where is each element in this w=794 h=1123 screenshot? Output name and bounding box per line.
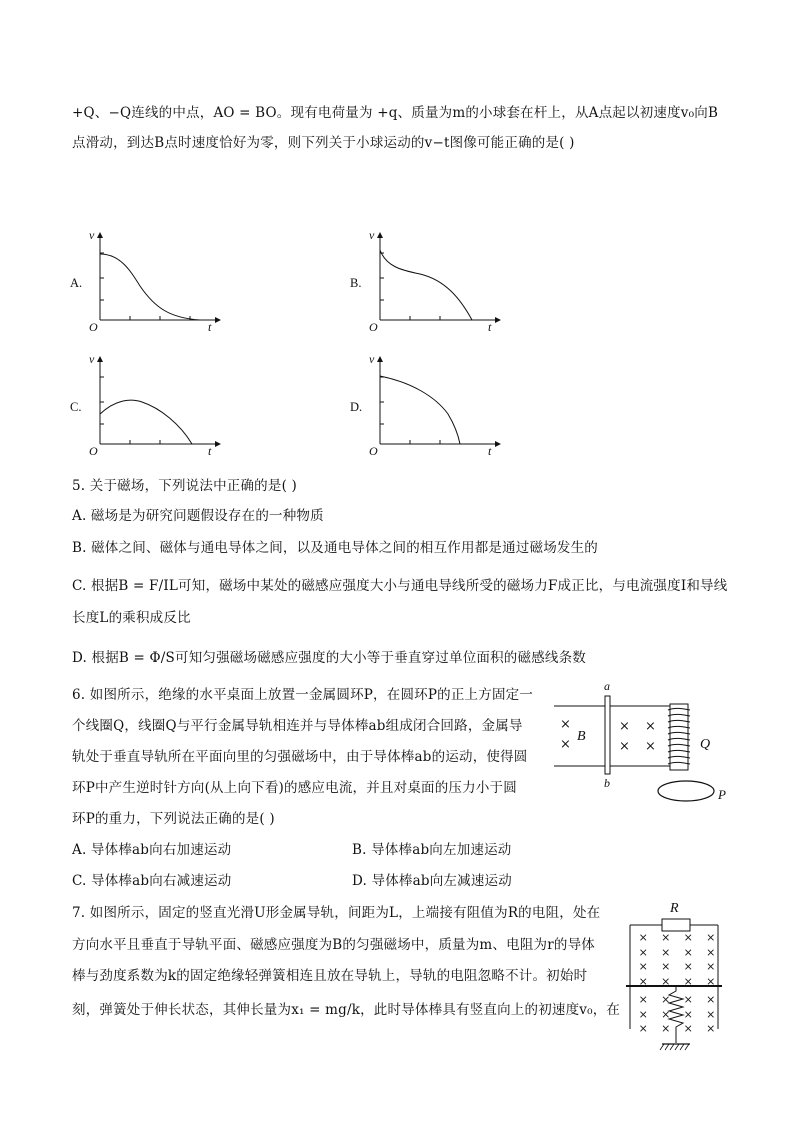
q6-fig-cross: × — [619, 719, 630, 734]
q7-line-2: 方向水平且垂直于导轨平面、磁感应强度为B的匀强磁场中，质量为m、电阻为r的导体 — [72, 937, 595, 953]
q7-fig-cross: × — [638, 974, 648, 988]
q5-option-d: D. 根据B = Φ/S可知匀强磁场磁感应强度的大小等于垂直穿过单位面积的磁感线条数 — [72, 650, 587, 666]
graph-a — [70, 228, 230, 338]
graph-d-t-label: t — [488, 444, 492, 458]
q5-option-a: A. 磁场是为研究问题假设存在的一种物质 — [72, 508, 324, 524]
q6-line-4: 环P中产生逆时针方向(从上向下看)的感应电流，并且对桌面的压力小于圆 — [72, 780, 517, 796]
graph-c-v-label: v — [89, 352, 95, 366]
q7-fig-cross: × — [683, 1007, 693, 1021]
q7-fig-cross: × — [683, 945, 693, 959]
q7-fig-cross: × — [661, 931, 671, 944]
q6-fig-a: a — [604, 679, 610, 693]
q6-option-c: C. 导体棒ab向右减速运动 — [72, 873, 232, 889]
q5-option-c-1: C. 根据B = F/IL可知，磁场中某处的磁感应强度大小与通电导线所受的磁场力F成正比，与电流强度I和导线 — [72, 578, 728, 594]
graph-b-t-label: t — [488, 320, 492, 334]
q7-fig-cross: × — [661, 974, 671, 988]
graph-d — [350, 352, 510, 462]
q6-option-d: D. 导体棒ab向左减速运动 — [352, 873, 512, 889]
q7-fig-cross: × — [683, 1022, 693, 1035]
graph-d-v-label: v — [369, 352, 375, 366]
q7-fig-cross: × — [661, 1022, 671, 1035]
q7-line-1: 7. 如图所示，固定的竖直光滑U形金属导轨，间距为L，上端接有阻值为R的电阻，处在 — [72, 905, 601, 921]
q7-fig-cross: × — [638, 993, 648, 1006]
q7-fig-cross: × — [706, 974, 716, 988]
graph-c-t-label: t — [208, 444, 212, 458]
q6-fig-Q: Q — [700, 737, 711, 752]
q7-fig-cross: × — [706, 931, 716, 944]
q7-line-4: 刻，弹簧处于伸长状态，其伸长量为x₁ = mg/k，此时导体棒具有竖直向上的初速度v₀，在 — [72, 1002, 621, 1018]
q6-figure — [552, 679, 732, 808]
q7-fig-cross: × — [706, 1007, 716, 1021]
q6-line-2: 个线圈Q，线圈Q与平行金属导轨相连并与导体棒ab组成闭合回路，金属导 — [72, 718, 523, 734]
q6-fig-B: B — [577, 729, 586, 744]
q7-fig-cross: × — [683, 993, 693, 1006]
graph-d-origin: O — [369, 444, 378, 458]
q6-fig-P: P — [718, 787, 726, 802]
q7-fig-cross: × — [683, 960, 693, 973]
q7-fig-cross: × — [661, 1007, 671, 1021]
q7-fig-cross: × — [638, 1007, 648, 1021]
q6-fig-cross: × — [619, 739, 630, 754]
graph-a-origin: O — [89, 320, 98, 334]
graph-d-label: D. — [350, 400, 363, 414]
q6-line-5: 环P的重力，下列说法正确的是( ) — [72, 811, 275, 827]
q7-line-3: 棒与劲度系数为k的固定绝缘轻弹簧相连且放在导轨上，导轨的电阻忽略不计。初始时 — [72, 968, 588, 984]
q7-fig-cross: × — [706, 960, 716, 973]
q6-fig-b: b — [604, 776, 610, 790]
q7-fig-cross: × — [661, 960, 671, 973]
q7-fig-cross: × — [683, 974, 693, 988]
graph-a-label: A. — [70, 276, 83, 290]
graph-b-origin: O — [369, 320, 378, 334]
q7-fig-cross: × — [706, 1022, 716, 1035]
q6-fig-cross: × — [560, 737, 571, 752]
q7-fig-cross: × — [661, 993, 671, 1006]
graph-c — [70, 352, 230, 462]
graph-c-label: C. — [70, 400, 82, 414]
q5-stem: 5. 关于磁场，下列说法中正确的是( ) — [72, 478, 297, 494]
q6-line-1: 6. 如图所示，绝缘的水平桌面上放置一金属圆环P，在圆环P的正上方固定一 — [72, 687, 534, 703]
graph-b — [350, 228, 510, 338]
q7-fig-cross: × — [706, 993, 716, 1006]
q7-fig-cross: × — [638, 945, 648, 959]
q5-option-c-2: 长度L的乘积成反比 — [72, 610, 191, 626]
graph-a-v-label: v — [89, 228, 95, 242]
q7-fig-cross: × — [638, 1022, 648, 1035]
q7-fig-cross: × — [661, 945, 671, 959]
q6-line-3: 轨处于垂直导轨所在平面向里的匀强磁场中，由于导体棒ab的运动，使得圆 — [72, 749, 528, 765]
q6-fig-cross: × — [645, 719, 656, 734]
q7-fig-cross: × — [683, 931, 693, 944]
q4-line-1: +Q、−Q连线的中点，AO = BO。现有电荷量为 +q、质量为m的小球套在杆上，从A点起以初速度v₀向B — [72, 105, 719, 121]
graph-b-label: B. — [350, 276, 362, 290]
q6-option-a: A. 导体棒ab向右加速运动 — [72, 842, 232, 858]
q5-option-b: B. 磁体之间、磁体与通电导体之间，以及通电导体之间的相互作用都是通过磁场发生的 — [72, 540, 599, 556]
q7-figure — [624, 903, 728, 1063]
q7-fig-R: R — [670, 901, 679, 916]
q6-option-b: B. 导体棒ab向左加速运动 — [352, 842, 512, 858]
q7-fig-cross: × — [638, 960, 648, 973]
graph-c-origin: O — [89, 444, 98, 458]
q6-fig-cross: × — [560, 717, 571, 732]
graph-a-t-label: t — [208, 320, 212, 334]
q7-fig-cross: × — [638, 931, 648, 944]
graph-b-v-label: v — [369, 228, 375, 242]
q6-fig-cross: × — [645, 739, 656, 754]
q4-line-2: 点滑动，到达B点时速度恰好为零，则下列关于小球运动的v−t图像可能正确的是( ) — [72, 135, 575, 151]
q7-fig-crosses — [632, 931, 722, 1037]
q7-fig-cross: × — [706, 945, 716, 959]
